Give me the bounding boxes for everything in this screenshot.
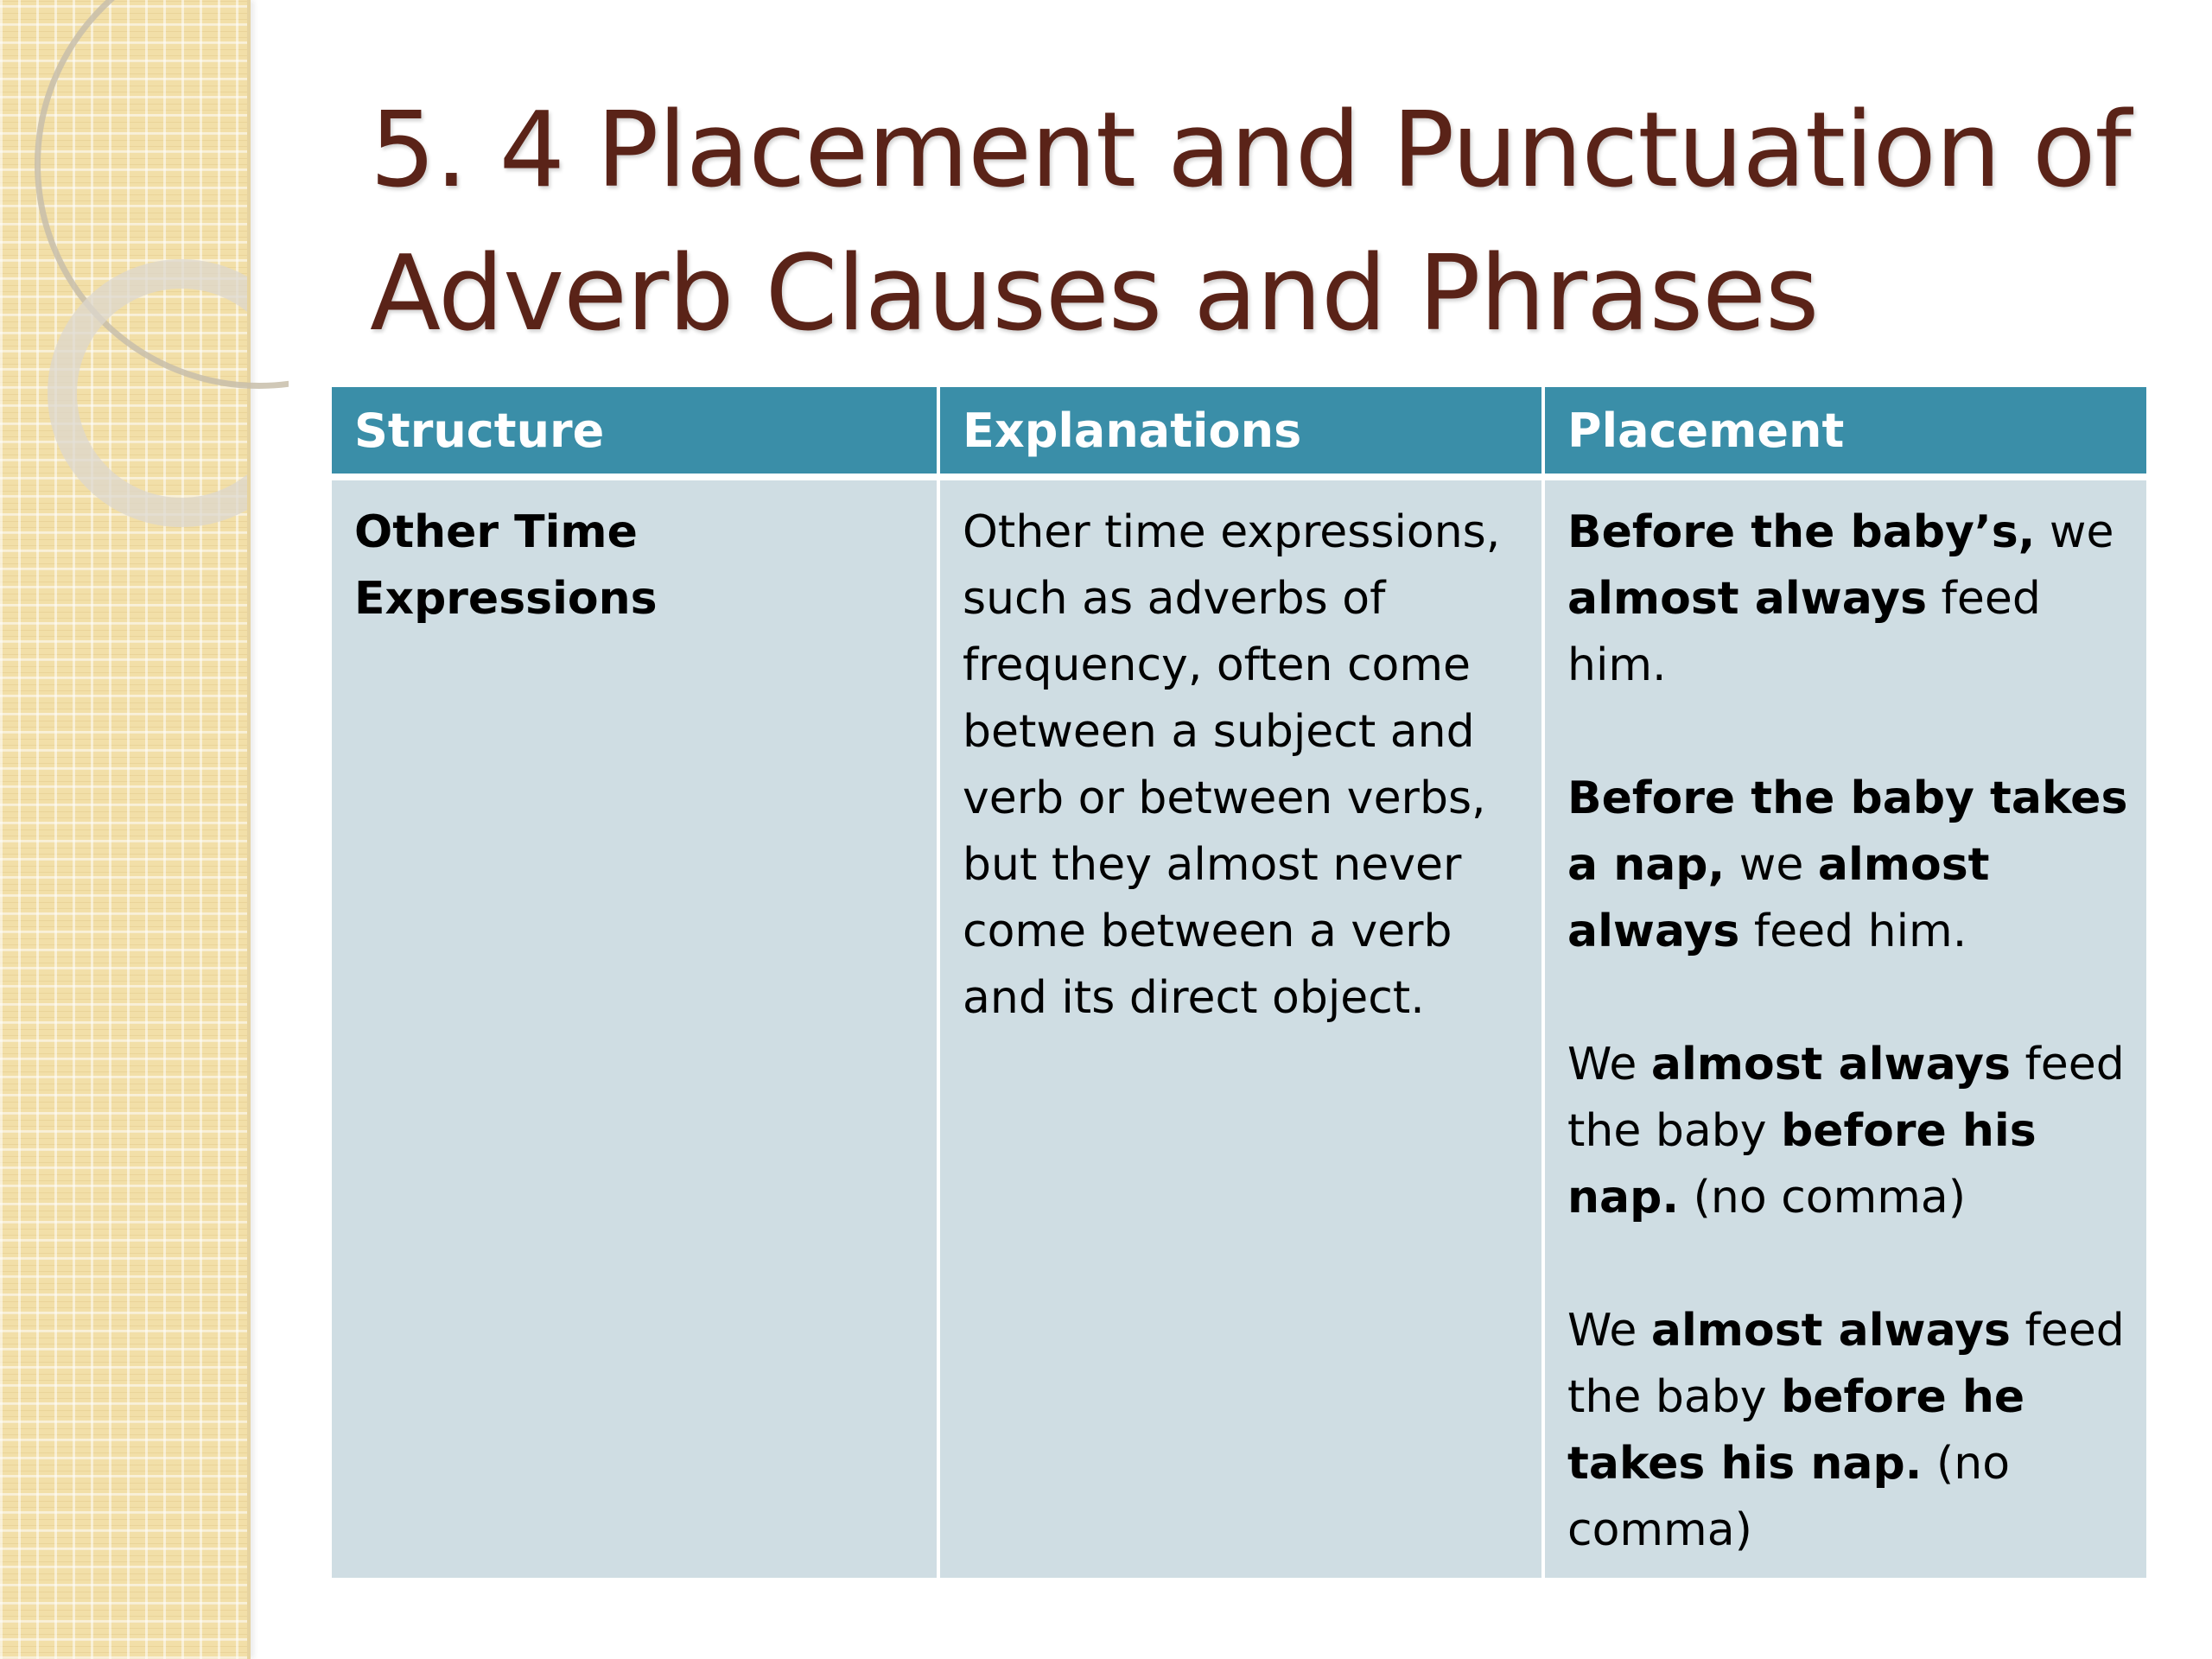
example-2-text-a: we — [1725, 839, 1818, 891]
example-4-text-a: We — [1567, 1305, 1651, 1357]
header-explanations: Explanations — [938, 387, 1543, 477]
cell-structure — [332, 477, 938, 1578]
slide-title — [370, 79, 2141, 366]
structure-text: Other Time Expressions — [354, 506, 658, 625]
example-4-bold-adverb: almost always — [1650, 1305, 2011, 1357]
table-header-row — [332, 387, 2146, 477]
explanation-text: Other time expressions, such as adverbs of frequency, often come between a subject and verb or between verbs, but they almost never come between a verb and its direct object. — [963, 506, 1501, 1024]
example-2-bold-adverb: almost always — [1567, 839, 1990, 957]
placement-example-3 — [1567, 1032, 2129, 1231]
example-1-bold-clause: Before the baby’s, — [1567, 506, 2036, 558]
example-4-bold-clause: before he takes his nap. — [1567, 1371, 2025, 1490]
example-3-text-c: (no comma) — [1679, 1172, 1967, 1224]
slide-title-line-2: Adverb Clauses and Phrases — [370, 234, 1819, 354]
slide-title-line-1: 5. 4 Placement and Punctuation of — [370, 91, 2131, 211]
example-3-text-b: feed the baby — [1567, 1039, 2125, 1157]
example-1-bold-adverb: almost always — [1567, 573, 1928, 625]
header-structure: Structure — [332, 387, 938, 477]
example-3-bold-phrase: before his nap. — [1567, 1105, 2037, 1224]
example-3-bold-adverb: almost always — [1650, 1039, 2011, 1090]
example-4-text-c: (no comma) — [1567, 1438, 2011, 1556]
grammar-table — [332, 387, 2146, 1578]
cell-explanation — [938, 477, 1543, 1578]
placement-example-1 — [1567, 499, 2129, 699]
example-3-text-a: We — [1567, 1039, 1651, 1090]
example-2-text-b: feed him. — [1739, 906, 1967, 957]
example-2-bold-clause: Before the baby takes a nap, — [1567, 772, 2128, 891]
example-4-text-b: feed the baby — [1567, 1305, 2125, 1423]
decorative-ring-clip — [0, 0, 247, 1659]
cell-placement — [1543, 477, 2146, 1578]
decorative-ring-small — [48, 259, 247, 527]
header-placement: Placement — [1543, 387, 2146, 477]
table-row — [332, 477, 2146, 1578]
placement-example-2 — [1567, 766, 2129, 965]
example-1-text-b: feed him. — [1567, 573, 2041, 691]
placement-example-4 — [1567, 1298, 2129, 1564]
example-1-text-a: we — [2035, 506, 2114, 558]
